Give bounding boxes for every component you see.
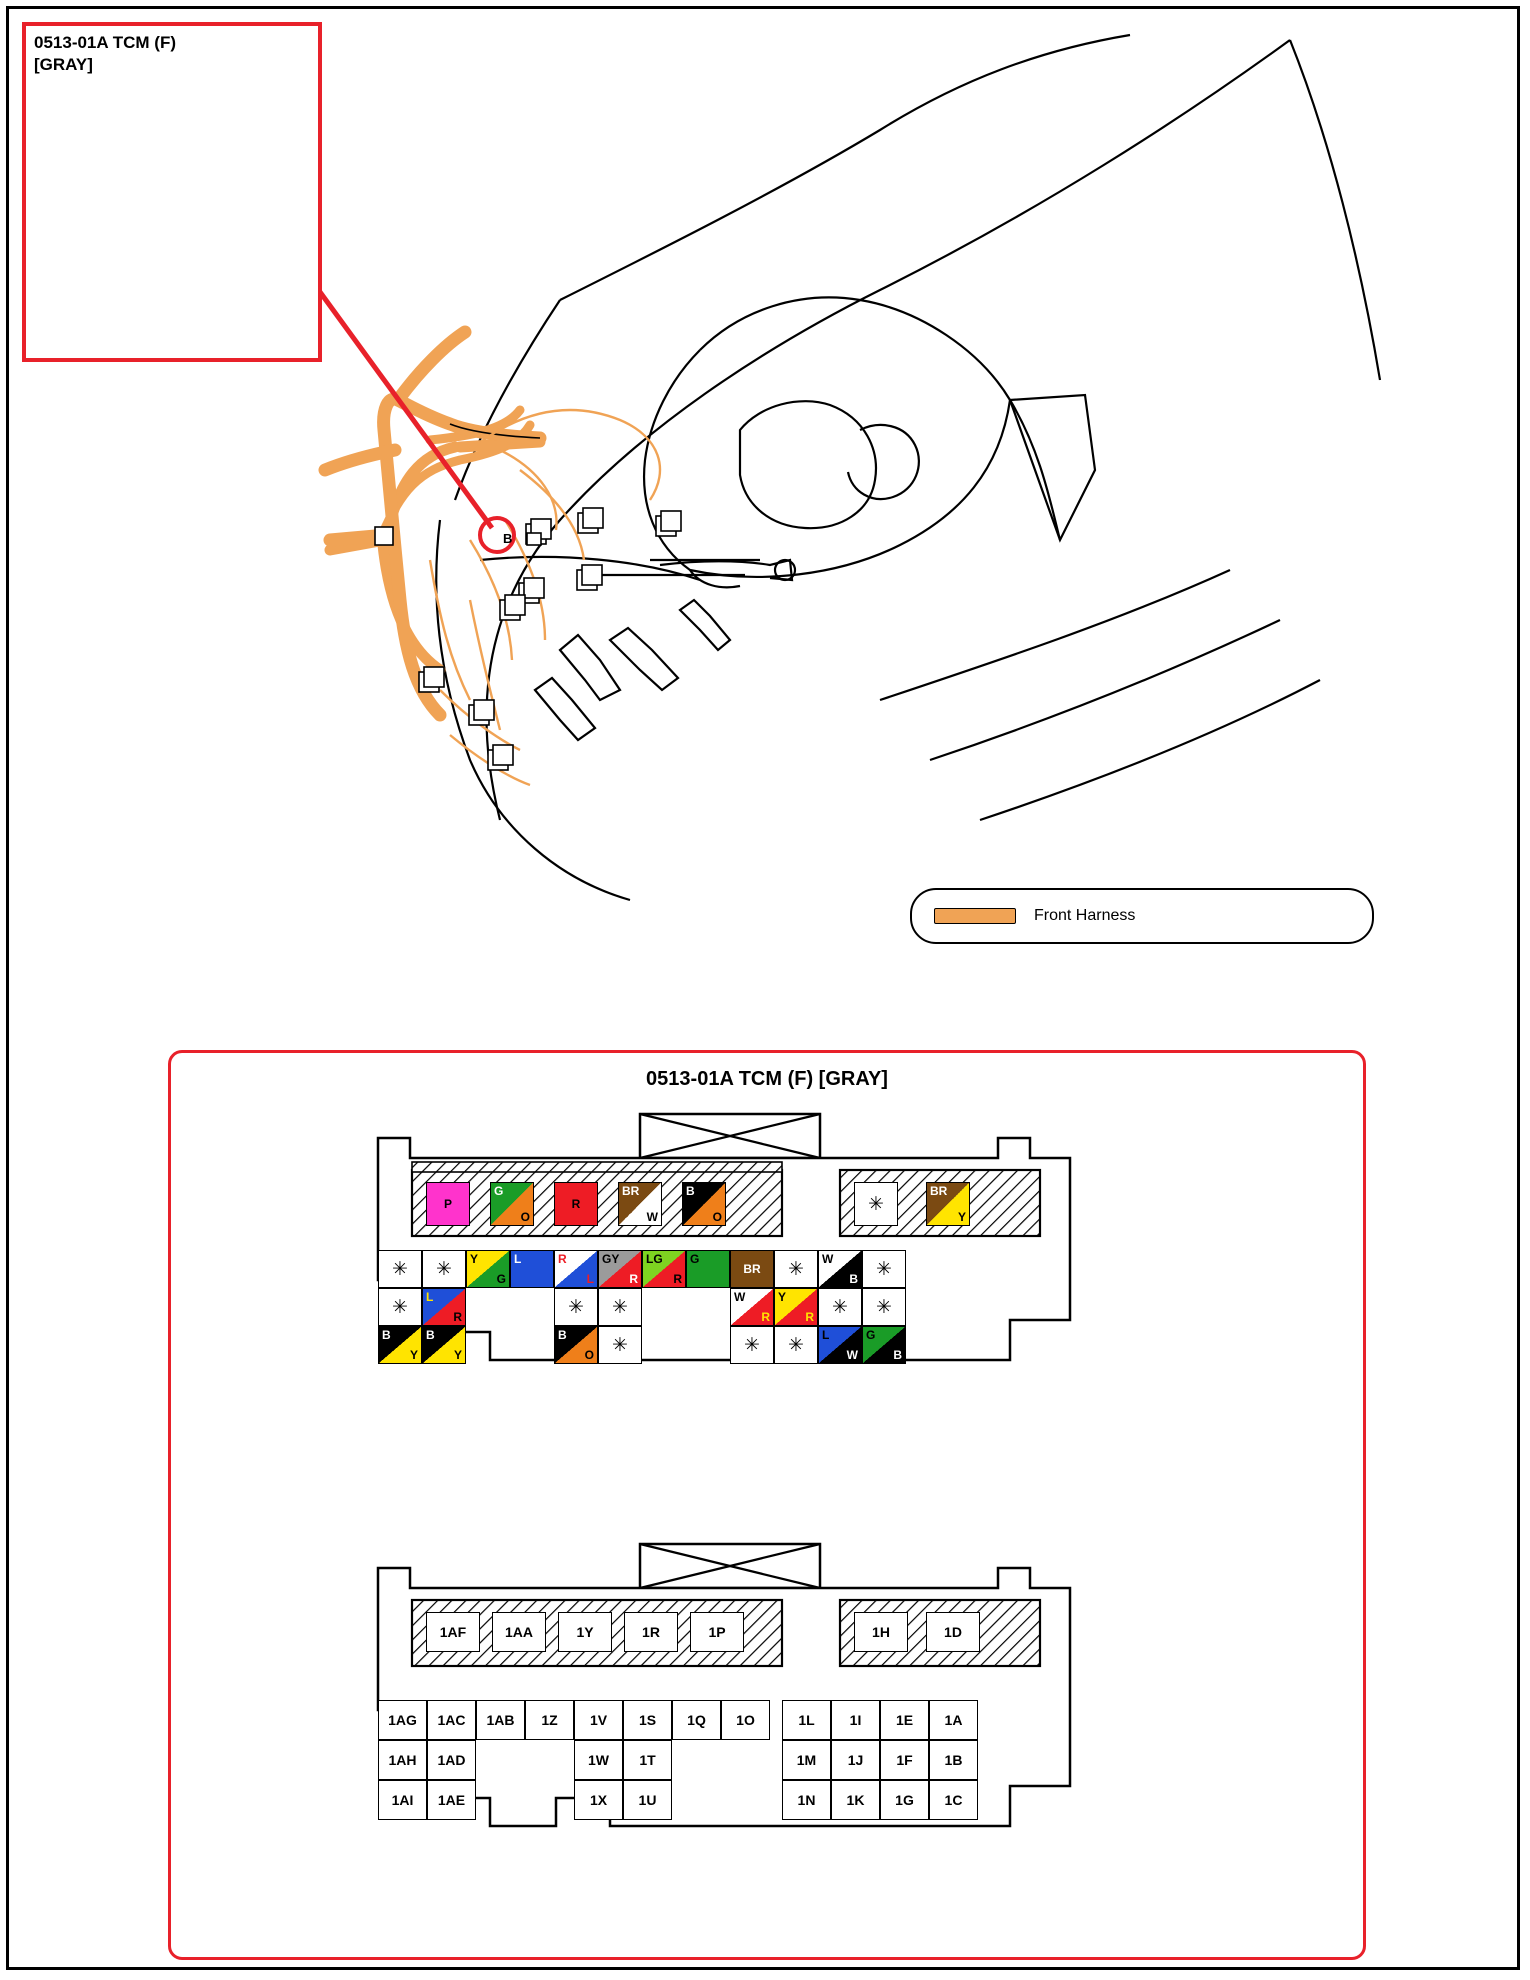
pin-label: 1S bbox=[623, 1700, 672, 1740]
pin-cell: L W bbox=[818, 1326, 862, 1364]
pin-label: 1W bbox=[574, 1740, 623, 1780]
pin-label: 1AH bbox=[378, 1740, 427, 1780]
pin-label: 1L bbox=[782, 1700, 831, 1740]
pin-cell-blank: ✳ bbox=[818, 1288, 862, 1326]
pin-label: 1Q bbox=[672, 1700, 721, 1740]
pin-cell-blank: ✳ bbox=[774, 1326, 818, 1364]
pin-cell-blank: ✳ bbox=[554, 1288, 598, 1326]
pin-cell: Y G bbox=[466, 1250, 510, 1288]
pin-label: 1H bbox=[854, 1612, 908, 1652]
pin-cell: R L bbox=[554, 1250, 598, 1288]
pin-cell-blank: ✳ bbox=[774, 1250, 818, 1288]
pin-label: 1U bbox=[623, 1780, 672, 1820]
pin-label: 1N bbox=[782, 1780, 831, 1820]
pin-cell: GY R bbox=[598, 1250, 642, 1288]
pin-label: 1AG bbox=[378, 1700, 427, 1740]
pin-label: 1E bbox=[880, 1700, 929, 1740]
connector-b-group bbox=[370, 1540, 1160, 1940]
pin-label: 1O bbox=[721, 1700, 770, 1740]
pin-cell: Y R bbox=[774, 1288, 818, 1326]
pin-label: 1X bbox=[574, 1780, 623, 1820]
pin-cell: L bbox=[510, 1250, 554, 1288]
pin-label: 1A bbox=[929, 1700, 978, 1740]
pin-label: 1AA bbox=[492, 1612, 546, 1652]
pin-cell: BR W bbox=[618, 1182, 662, 1226]
pin-label: 1AI bbox=[378, 1780, 427, 1820]
pin-cell-blank: ✳ bbox=[730, 1326, 774, 1364]
pin-cell-blank: ✳ bbox=[862, 1288, 906, 1326]
pin-cell: LG R bbox=[642, 1250, 686, 1288]
pin-label: 1I bbox=[831, 1700, 880, 1740]
legend-label-front-harness: Front Harness bbox=[1034, 907, 1136, 924]
pin-cell: G B bbox=[862, 1326, 906, 1364]
panel-title: 0513-01A TCM (F) [GRAY] bbox=[646, 1068, 888, 1090]
pin-cell: BR Y bbox=[926, 1182, 970, 1226]
pin-label: 1AF bbox=[426, 1612, 480, 1652]
pin-cell-blank: ✳ bbox=[862, 1250, 906, 1288]
connector-a-group bbox=[370, 1110, 1160, 1470]
pin-label: 1AE bbox=[427, 1780, 476, 1820]
pin-label: 1R bbox=[624, 1612, 678, 1652]
pin-cell-blank: ✳ bbox=[854, 1182, 898, 1226]
callout-title: 0513-01A TCM (F) [GRAY] bbox=[34, 33, 177, 75]
pin-cell-blank: ✳ bbox=[378, 1288, 422, 1326]
pin-cell: B Y bbox=[378, 1326, 422, 1364]
pin-label: 1AB bbox=[476, 1700, 525, 1740]
pin-label: 1AD bbox=[427, 1740, 476, 1780]
pin-label: 1P bbox=[690, 1612, 744, 1652]
legend bbox=[910, 888, 1374, 944]
pin-cell: G O bbox=[490, 1182, 534, 1226]
pin-cell: W B bbox=[818, 1250, 862, 1288]
pin-label: 1J bbox=[831, 1740, 880, 1780]
pin-label: 1Y bbox=[558, 1612, 612, 1652]
pin-label: 1D bbox=[926, 1612, 980, 1652]
legend-swatch-front-harness bbox=[934, 908, 1016, 924]
connector-b-shell bbox=[370, 1540, 1160, 1940]
pin-label: 1V bbox=[574, 1700, 623, 1740]
pin-label: 1Z bbox=[525, 1700, 574, 1740]
pin-label: 1T bbox=[623, 1740, 672, 1780]
pin-cell: BR bbox=[730, 1250, 774, 1288]
pin-label: 1B bbox=[929, 1740, 978, 1780]
pin-label: 1M bbox=[782, 1740, 831, 1780]
pin-cell: W R bbox=[730, 1288, 774, 1326]
pin-cell: B O bbox=[554, 1326, 598, 1364]
pin-label: 1F bbox=[880, 1740, 929, 1780]
pin-cell-blank: ✳ bbox=[598, 1326, 642, 1364]
pin-cell: L R bbox=[422, 1288, 466, 1326]
pin-cell: G bbox=[686, 1250, 730, 1288]
pin-label: 1AC bbox=[427, 1700, 476, 1740]
pin-cell: B Y bbox=[422, 1326, 466, 1364]
pin-cell: P bbox=[426, 1182, 470, 1226]
pin-cell-blank: ✳ bbox=[422, 1250, 466, 1288]
pin-label: 1G bbox=[880, 1780, 929, 1820]
pin-cell: R bbox=[554, 1182, 598, 1226]
pin-cell: B O bbox=[682, 1182, 726, 1226]
svg-text:B: B bbox=[503, 531, 513, 546]
pin-label: 1K bbox=[831, 1780, 880, 1820]
pin-label: 1C bbox=[929, 1780, 978, 1820]
pin-cell-blank: ✳ bbox=[378, 1250, 422, 1288]
pin-cell-blank: ✳ bbox=[598, 1288, 642, 1326]
